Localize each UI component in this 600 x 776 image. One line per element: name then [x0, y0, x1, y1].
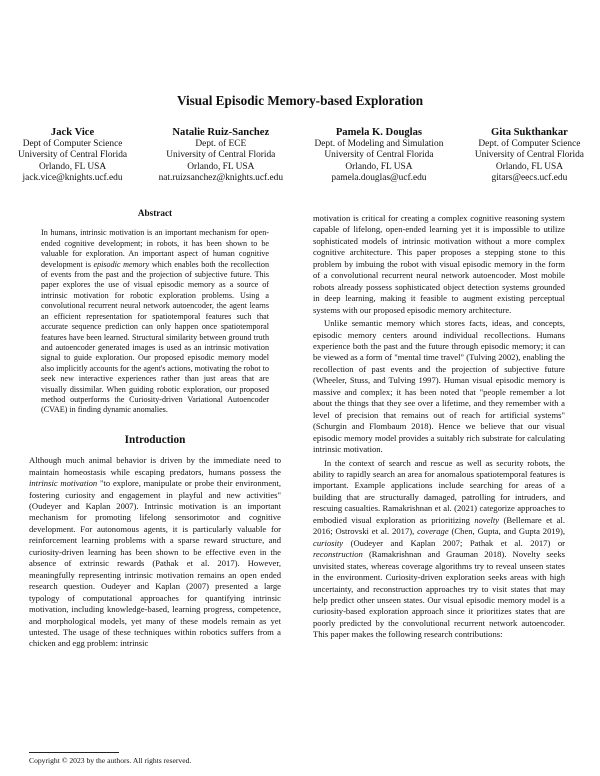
body-emphasis: reconstruction	[313, 549, 363, 560]
abstract-text-part: which enables both the recollection of events from the past and the projection of subjective future. This paper explores the use of visual episodic memory as a source of intrinsic motivation for robotic exploration problems. Using a convolutional recurrent neural network autoencoder, the agent learns an efficient representation for spatiotemporal features such that accurate sequence prediction can only happen once spatiotemporal features have been learned. Structural similarity between ground truth and autoencoder generated images is used as an intrinsic motivation signal to guide exploration. Our proposed episodic memory model also implicitly accounts for the agent's actions, motivating the robot to seek new interactive experiences rather than just areas that are visually dissimilar. When guiding robotic exploration, our proposed method outperforms the Curiosity-driven Variational Autoencoder (CVAE) in finding dynamic anomalies.	[41, 259, 269, 415]
body-paragraph-3	[313, 458, 565, 641]
author-email: jack.vice@knights.ucf.edu	[22, 173, 123, 184]
author-dept: Dept. of Modeling and Simulation	[314, 139, 444, 149]
intro-text-part: Although much animal behavior is driven by the immediate need to maintain homeostasis while escaping predators, humans possess the	[29, 455, 281, 477]
intro-text-part: "to explore, manipulate or probe their environment, fostering curiosity and engagement in playful and new activities" (Oudeyer and Kaplan 2007). Intrinsic motivation is an important mechanism for promoting lifelong sensorimotor and cognitive development. For autonomous agents, it is particularly valuable for reinforcement learning problems with a sparse reward structure, and curiosity-driven learning has been shown to be effective even in the absence of extrinsic rewards (Pathak et al. 2017). However, meaningfully representing intrinsic motivation remains an open ended research question. Oudeyer and Kaplan (2007) presented a large typology of computational approaches for quantifying intrinsic motivation, including knowledge-based, learning progress, competence, and morphological models, yet many of these models remain as yet untested. The usage of these techniques within robotics suffers from a chicken and egg problem: intrinsic	[29, 478, 281, 649]
author-email: pamela.douglas@ucf.edu	[331, 173, 427, 184]
author-org: University of Central Florida	[166, 150, 276, 161]
author-dept: Dept. of Computer Science	[478, 139, 581, 149]
author-email: nat.ruizsanchez@knights.ucf.edu	[158, 173, 284, 184]
body-text-part: (Ramakrishnan and Grauman 2018). Novelty seeks unvisited states, whereas coverage algorithms try to reveal unseen states in the environment. Curiosity-driven exploration seeks areas with high uncertainty, and reconstruction approaches try to visit states that may help predict other unseen states. Our visual episodic memory model is a curiosity-based exploration approach since it prioritizes states that are poorly predicted by the convolutional recurrent network autoencoder. This paper makes the following research contributions:	[313, 549, 565, 640]
abstract-text-part: In humans, intrinsic motivation is an important mechanism for open-ended cognitive development; in robots, it has been shown to be valuable for exploration. An important aspect of human cognitive development is	[41, 228, 269, 269]
author-dept: Dept. of ECE	[195, 139, 247, 149]
footnote-rule	[29, 752, 119, 753]
author-block	[18, 126, 584, 185]
abstract-text	[41, 228, 269, 415]
author-name: Jack Vice	[50, 127, 95, 138]
author-name: Natalie Ruiz-Sanchez	[172, 127, 270, 138]
author-location: Orlando, FL USA	[187, 161, 255, 172]
copyright-footnote: Copyright © 2023 by the authors. All rights reserved.	[29, 756, 192, 765]
author-name: Gita Sukthankar	[490, 127, 568, 138]
author-org: University of Central Florida	[474, 150, 584, 161]
intro-emphasis: intrinsic motivation	[29, 478, 98, 489]
author-2	[159, 126, 283, 185]
abstract-emphasis: episodic memory	[93, 259, 150, 269]
body-paragraph-2: Unlike semantic memory which stores facts, ideas, and concepts, episodic memory centers around individual recollections. Humans experience both the past and the future through episodic memory; it can be viewed as a form of "mental time travel" (Tulving 2002), enabling the recollection of past events and the projection of subjective future (Wheeler, Stuss, and Tulving 1997). Human visual episodic memory is massive and complex; it has been noted that "people remember a lot about the things that they see over a lifetime, and they remember with a level of precision that remains out of reach for artificial systems" (Schurgin and Flombaum 2018). Hence we believe that our visual episodic memory model provides a suitably rich substrate for calculating intrinsic motivation.	[313, 318, 565, 455]
author-org: University of Central Florida	[324, 150, 434, 161]
author-location: Orlando, FL USA	[39, 161, 107, 172]
body-text-part: (Oudeyer and Kaplan 2007; Pathak et al. 2017) or	[343, 537, 565, 548]
introduction-paragraph	[29, 455, 281, 650]
body-text-part: In the context of search and rescue as well as security robots, the ability to rapidly search an area for anomalous spatiotemporal features is important. Example applications include searching for areas of a building that are structurally damaged, patrolling for intruders, and rescuing casualties. Ramakrishnan et al. (2021) categorize approaches to embodied visual exploration as prioritizing	[313, 457, 565, 525]
author-dept: Dept of Computer Science	[22, 139, 123, 149]
author-3	[315, 126, 444, 185]
author-org: University of Central Florida	[18, 150, 128, 161]
author-location: Orlando, FL USA	[495, 161, 563, 172]
author-4	[475, 126, 584, 185]
introduction-heading: Introduction	[124, 433, 186, 446]
body-emphasis: novelty	[474, 514, 500, 525]
author-email: gitars@eecs.ucf.edu	[491, 173, 568, 184]
body-text-part: (Chen, Gupta, and Gupta 2019),	[448, 526, 565, 537]
right-column	[313, 213, 565, 641]
body-emphasis: coverage	[417, 526, 449, 537]
body-text-part: (Bellemare et al. 2016; Ostrovski et al. 2017),	[313, 514, 566, 537]
author-location: Orlando, FL USA	[345, 161, 413, 172]
author-name: Pamela K. Douglas	[335, 127, 423, 138]
paper-title: Visual Episodic Memory-based Exploration	[176, 93, 424, 108]
left-column	[29, 208, 281, 650]
body-paragraph-1: motivation is critical for creating a complex cognitive reasoning system capable of lifelong, open-ended learning yet it is impossible to utilize sophisticated models of intrinsic motivation without a more complex cognitive architecture. This paper proposes a stepping stone to this problem by imbuing the robot with visual episodic memory in the form of a convolutional recurrent neural network autoencoder. Most mobile robots already possess sophisticated object detection systems grounded in deep learning, making it feasible to augment existing perceptual systems with our proposed episodic memory architecture.	[313, 213, 565, 315]
abstract-heading: Abstract	[137, 208, 173, 218]
body-emphasis: curiosity	[313, 537, 344, 548]
author-1	[18, 126, 127, 185]
